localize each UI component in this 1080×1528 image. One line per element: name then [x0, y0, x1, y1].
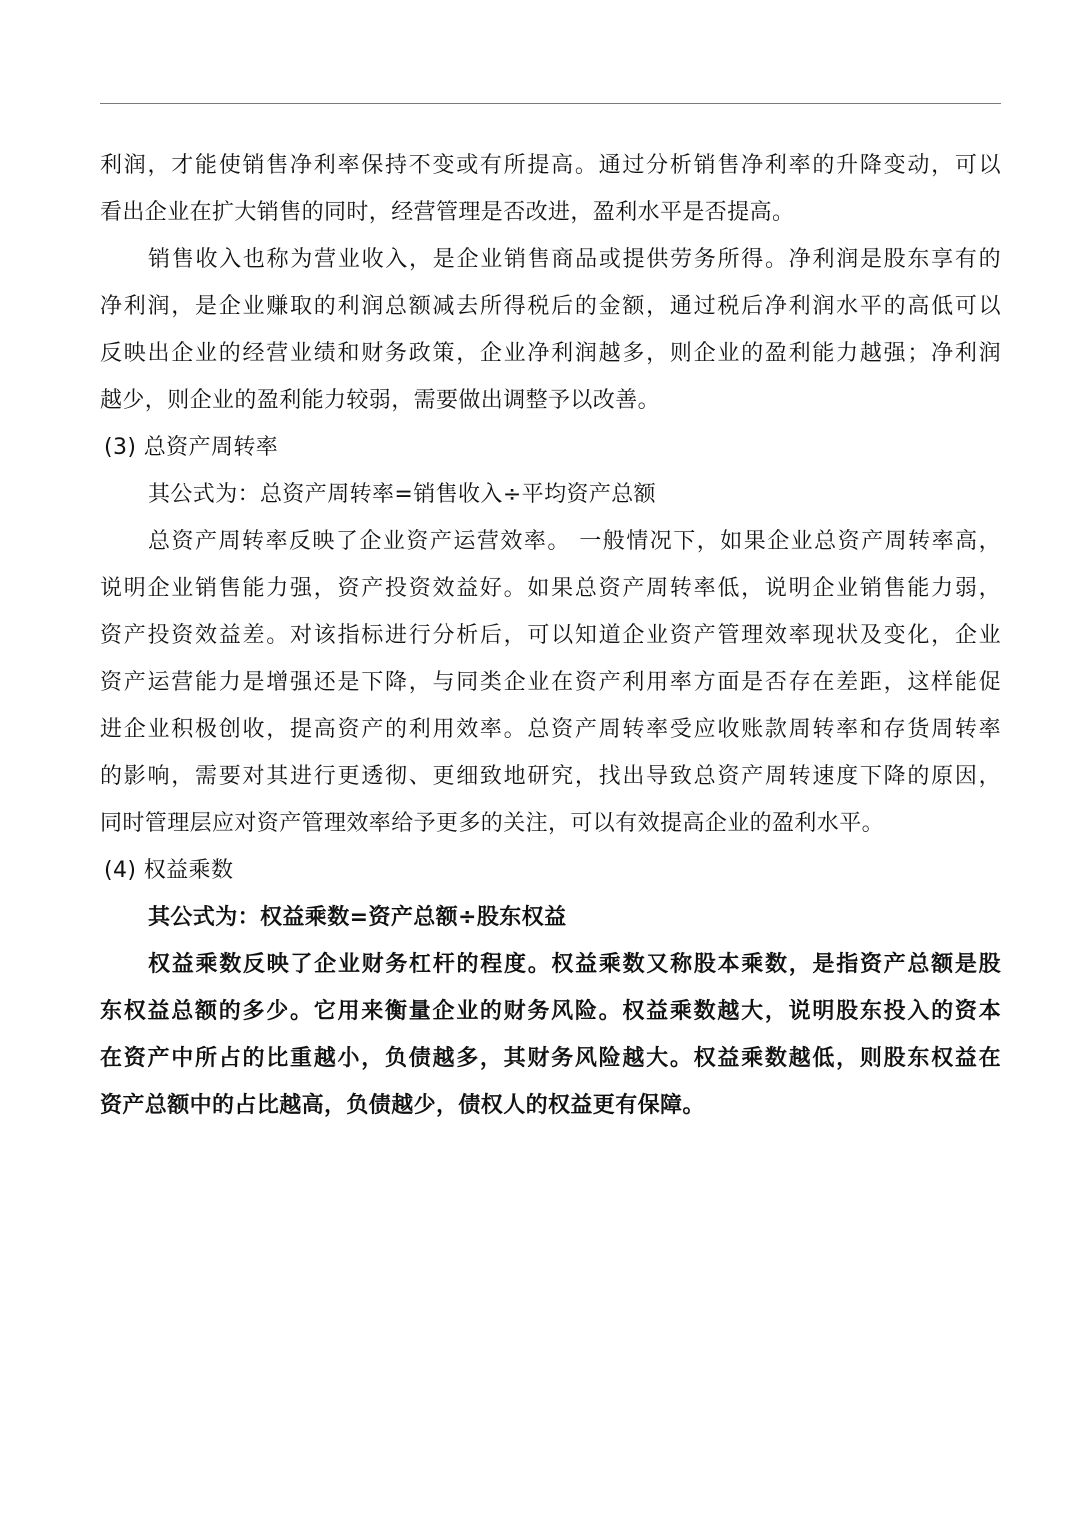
text-line: 净利润，是企业赚取的利润总额减去所得税后的金额，通过税后净利润水平的高低可以 [100, 294, 1001, 319]
text-line: 进企业积极创收，提高资产的利用效率。总资产周转率受应收账款周转率和存货周转率 [100, 717, 1001, 742]
text-line: 总资产周转率反映了企业资产运营效率。 一般情况下，如果企业总资产周转率高， [148, 529, 1001, 554]
text-line: 东权益总额的多少。它用来衡量企业的财务风险。权益乘数越大，说明股东投入的资本 [100, 999, 1001, 1024]
text-line: 越少，则企业的盈利能力较弱，需要做出调整予以改善。 [100, 388, 661, 413]
text-line: 资产运营能力是增强还是下降，与同类企业在资产利用率方面是否存在差距，这样能促 [100, 670, 1001, 695]
document-body [100, 142, 1001, 1129]
text-line: 资产总额中的占比越高，负债越少，债权人的权益更有保障。 [100, 1093, 705, 1118]
text-line: 说明企业销售能力强，资产投资效益好。如果总资产周转率低，说明企业销售能力弱， [100, 576, 1001, 601]
text-line: 的影响，需要对其进行更透彻、更细致地研究，找出导致总资产周转速度下降的原因， [100, 764, 1001, 789]
formula-line: 其公式为：权益乘数=资产总额÷股东权益 [148, 905, 567, 930]
text-line: 同时管理层应对资产管理效率给予更多的关注，可以有效提高企业的盈利水平。 [100, 811, 885, 836]
formula-line: 其公式为：总资产周转率=销售收入÷平均资产总额 [148, 482, 657, 507]
section-heading: (4) 权益乘数 [104, 858, 234, 883]
paragraph-sales-revenue [100, 236, 1001, 424]
header-rule [100, 103, 1001, 104]
section-total-asset-turnover [100, 424, 1001, 847]
text-line: 销售收入也称为营业收入，是企业销售商品或提供劳务所得。净利润是股东享有的 [148, 247, 1001, 272]
paragraph-net-margin-continued [100, 142, 1001, 236]
text-line: 在资产中所占的比重越小，负债越多，其财务风险越大。权益乘数越低，则股东权益在 [100, 1046, 1001, 1071]
text-line: 反映出企业的经营业绩和财务政策，企业净利润越多，则企业的盈利能力越强；净利润 [100, 341, 1001, 366]
section-equity-multiplier [100, 847, 1001, 1129]
text-line: 利润，才能使销售净利率保持不变或有所提高。通过分析销售净利率的升降变动，可以 [100, 153, 1001, 178]
text-line: 资产投资效益差。对该指标进行分析后，可以知道企业资产管理效率现状及变化，企业 [100, 623, 1001, 648]
section-heading: (3) 总资产周转率 [104, 435, 279, 460]
text-line: 看出企业在扩大销售的同时，经营管理是否改进，盈利水平是否提高。 [100, 200, 795, 225]
text-line: 权益乘数反映了企业财务杠杆的程度。权益乘数又称股本乘数，是指资产总额是股 [148, 952, 1001, 977]
